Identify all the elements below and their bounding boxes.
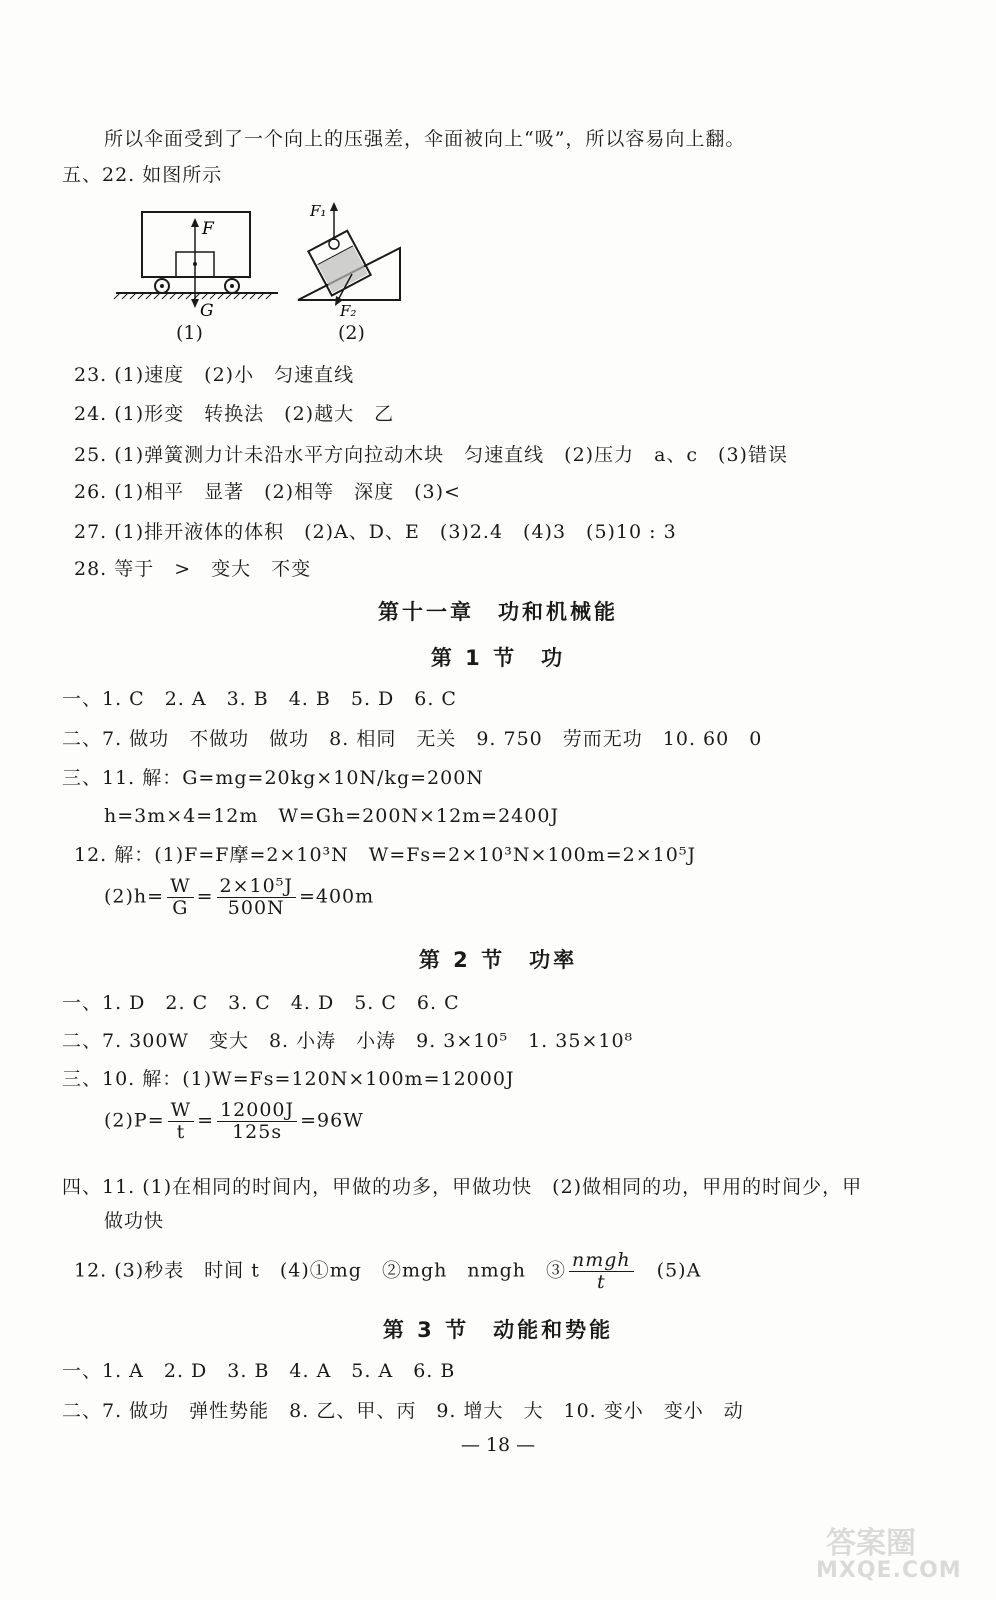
figure-1-cart-diagram bbox=[112, 200, 282, 320]
fraction bbox=[217, 1100, 297, 1143]
sec1-line-3: 三、11. 解：G=mg=20kg×10N/kg=200N bbox=[62, 767, 484, 789]
watermark-logo bbox=[756, 1518, 976, 1588]
numerator: W bbox=[168, 1100, 195, 1122]
force-f2-label: F₂ bbox=[340, 302, 357, 320]
answer-text: (5)A bbox=[636, 1259, 702, 1282]
figure-1-caption: (1) bbox=[176, 322, 203, 344]
formula-prefix: (2)P= bbox=[104, 1109, 165, 1132]
force-g-label: G bbox=[200, 301, 214, 320]
figure-2-incline-diagram bbox=[290, 196, 410, 320]
section-2-title: 第 2 节 功率 bbox=[418, 948, 578, 972]
sec2-line-7 bbox=[74, 1250, 701, 1293]
equals-sign: = bbox=[196, 885, 214, 908]
figure-2-caption: (2) bbox=[338, 322, 365, 344]
numerator: W bbox=[167, 876, 194, 898]
formula-suffix: =96W bbox=[300, 1109, 364, 1132]
force-f-label: F bbox=[202, 219, 214, 239]
section-3-title: 第 3 节 动能和势能 bbox=[382, 1318, 614, 1342]
sec3-line-1: 一、1. A 2. D 3. B 4. A 5. A 6. B bbox=[62, 1360, 456, 1382]
answer-24: 24. (1)形变 转换法 (2)越大 乙 bbox=[74, 403, 395, 425]
sec1-line-5: 12. 解：(1)F=F摩=2×10³N W=Fs=2×10³N×100m=2×10⁵J bbox=[74, 844, 697, 866]
text-line: 所以伞面受到了一个向上的压强差，伞面被向上“吸”，所以容易向上翻。 bbox=[104, 128, 746, 150]
sec1-line-4: h=3m×4=12m W=Gh=200N×12m=2400J bbox=[104, 805, 560, 827]
sec3-line-2: 二、7. 做功 弹性势能 8. 乙、甲、丙 9. 增大 大 10. 变小 变小 动 bbox=[62, 1400, 744, 1422]
equals-sign: = bbox=[197, 1109, 215, 1132]
fraction bbox=[217, 876, 296, 919]
sec2-line-2: 二、7. 300W 变大 8. 小涛 小涛 9. 3×10⁵ 1. 35×10⁸ bbox=[62, 1030, 634, 1052]
answer-27: 27. (1)排开液体的体积 (2)A、D、E (3)2.4 (4)3 (5)10 : 3 bbox=[74, 521, 677, 543]
answer-text: 12. (3)秒表 时间 t (4)①mg ②mgh nmgh ③ bbox=[74, 1259, 567, 1282]
section-1-title: 第 1 节 功 bbox=[430, 646, 566, 670]
sec1-line-6 bbox=[104, 876, 374, 919]
sec1-line-1: 一、1. C 2. A 3. B 4. B 5. D 6. C bbox=[62, 688, 457, 710]
fraction bbox=[167, 876, 194, 919]
sec2-line-4 bbox=[104, 1100, 364, 1143]
page-number: — 18 — bbox=[460, 1434, 536, 1456]
answer-23: 23. (1)速度 (2)小 匀速直线 bbox=[74, 364, 355, 386]
formula-suffix: =400m bbox=[298, 885, 375, 908]
denominator: t bbox=[176, 1120, 186, 1143]
answer-25: 25. (1)弹簧测力计未沿水平方向拉动木块 匀速直线 (2)压力 a、c (3)错误 bbox=[74, 444, 788, 466]
fraction bbox=[569, 1250, 634, 1293]
sec1-line-2: 二、7. 做功 不做功 做功 8. 相同 无关 9. 750 劳而无功 10. 60 0 bbox=[62, 728, 763, 750]
answer-26: 26. (1)相平 显著 (2)相等 深度 (3)< bbox=[74, 481, 461, 503]
watermark-url: MXQE.COM bbox=[816, 1558, 962, 1583]
denominator: 125s bbox=[232, 1120, 283, 1143]
answer-28: 28. 等于 > 变大 不变 bbox=[74, 558, 312, 580]
numerator: 2×10⁵J bbox=[217, 876, 296, 898]
sec2-line-6: 做功快 bbox=[104, 1210, 165, 1232]
denominator: G bbox=[172, 896, 189, 919]
denominator: t bbox=[597, 1270, 606, 1293]
numerator: 12000J bbox=[217, 1100, 297, 1122]
chapter-title: 第十一章 功和机械能 bbox=[378, 600, 618, 624]
denominator: 500N bbox=[227, 896, 285, 919]
sec2-line-5: 四、11. (1)在相同的时间内，甲做的功多，甲做功快 (2)做相同的功，甲用的时间少，甲 bbox=[62, 1176, 863, 1198]
numerator: nmgh bbox=[569, 1250, 634, 1272]
force-f1-label: F₁ bbox=[310, 202, 327, 220]
question-22-label: 五、22. 如图所示 bbox=[62, 164, 223, 186]
sec2-line-1: 一、1. D 2. C 3. C 4. D 5. C 6. C bbox=[62, 992, 460, 1014]
sec2-line-3: 三、10. 解：(1)W=Fs=120N×100m=12000J bbox=[62, 1068, 515, 1090]
fraction bbox=[168, 1100, 195, 1143]
watermark-text: 答案圈 bbox=[826, 1526, 916, 1561]
formula-prefix: (2)h= bbox=[104, 885, 165, 908]
